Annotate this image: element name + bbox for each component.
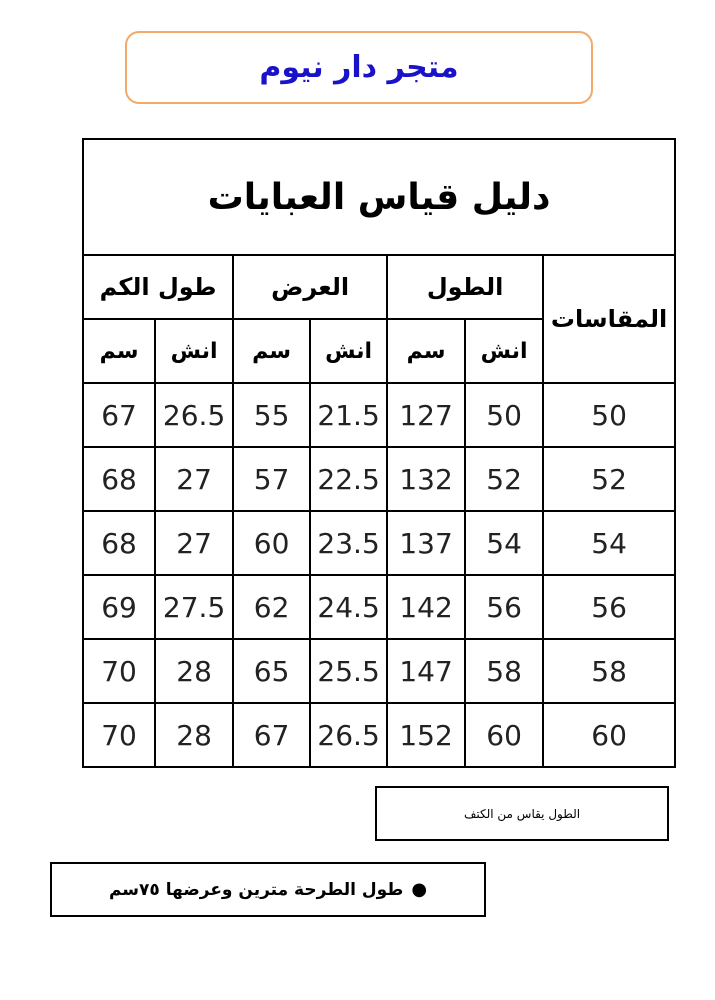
cell-length-inch: 54 [465, 511, 543, 575]
length-note-box [375, 786, 669, 841]
cell-width-cm: 55 [233, 383, 310, 447]
fabric-note: طول الطرحة مترين وعرضها ٧٥سم [108, 879, 404, 900]
cell-width-inch: 22.5 [310, 447, 387, 511]
header-size: المقاسات [543, 255, 675, 383]
cell-size: 60 [543, 703, 675, 767]
table-title: دليل قياس العبايات [207, 176, 551, 218]
cell-sleeve-inch: 27 [155, 447, 233, 511]
header-width: العرض [233, 255, 387, 319]
cell-width-cm: 62 [233, 575, 310, 639]
cell-size: 54 [543, 511, 675, 575]
cell-sleeve-cm: 69 [83, 575, 155, 639]
length-note: الطول يقاس من الكتف [463, 806, 581, 821]
cell-width-cm: 57 [233, 447, 310, 511]
header-sleeve: طول الكم [83, 255, 233, 319]
cell-length-inch: 52 [465, 447, 543, 511]
cell-sleeve-inch: 28 [155, 639, 233, 703]
cell-length-inch: 56 [465, 575, 543, 639]
cell-length-inch: 58 [465, 639, 543, 703]
cell-sleeve-inch: 26.5 [155, 383, 233, 447]
cell-length-inch: 50 [465, 383, 543, 447]
header-length-inch: انش [465, 319, 543, 383]
header-width-cm: سم [233, 319, 310, 383]
table-row [83, 383, 675, 447]
table-row [83, 703, 675, 767]
cell-sleeve-cm: 70 [83, 703, 155, 767]
cell-width-cm: 60 [233, 511, 310, 575]
cell-size: 58 [543, 639, 675, 703]
cell-width-inch: 24.5 [310, 575, 387, 639]
header-width-inch: انش [310, 319, 387, 383]
cell-length-cm: 147 [387, 639, 465, 703]
table-row [83, 575, 675, 639]
cell-length-inch: 60 [465, 703, 543, 767]
cell-length-cm: 127 [387, 383, 465, 447]
cell-size: 52 [543, 447, 675, 511]
header-sleeve-cm: سم [83, 319, 155, 383]
size-guide-table [82, 138, 676, 768]
cell-width-cm: 67 [233, 703, 310, 767]
cell-length-cm: 152 [387, 703, 465, 767]
cell-size: 50 [543, 383, 675, 447]
store-name: متجر دار نيوم [259, 50, 459, 85]
cell-sleeve-cm: 70 [83, 639, 155, 703]
cell-sleeve-cm: 67 [83, 383, 155, 447]
table-title-cell [83, 139, 675, 255]
cell-width-inch: 26.5 [310, 703, 387, 767]
cell-sleeve-inch: 28 [155, 703, 233, 767]
cell-length-cm: 137 [387, 511, 465, 575]
cell-width-inch: 23.5 [310, 511, 387, 575]
table-row [83, 447, 675, 511]
cell-length-cm: 142 [387, 575, 465, 639]
cell-sleeve-inch: 27.5 [155, 575, 233, 639]
table-row [83, 511, 675, 575]
bullet-icon: ● [411, 879, 428, 900]
cell-sleeve-cm: 68 [83, 447, 155, 511]
header-length-cm: سم [387, 319, 465, 383]
fabric-note-box [50, 862, 486, 917]
header-sleeve-inch: انش [155, 319, 233, 383]
cell-width-inch: 25.5 [310, 639, 387, 703]
cell-length-cm: 132 [387, 447, 465, 511]
cell-width-inch: 21.5 [310, 383, 387, 447]
cell-sleeve-inch: 27 [155, 511, 233, 575]
cell-width-cm: 65 [233, 639, 310, 703]
store-banner [125, 31, 593, 104]
table-row [83, 639, 675, 703]
cell-sleeve-cm: 68 [83, 511, 155, 575]
cell-size: 56 [543, 575, 675, 639]
header-length: الطول [387, 255, 543, 319]
